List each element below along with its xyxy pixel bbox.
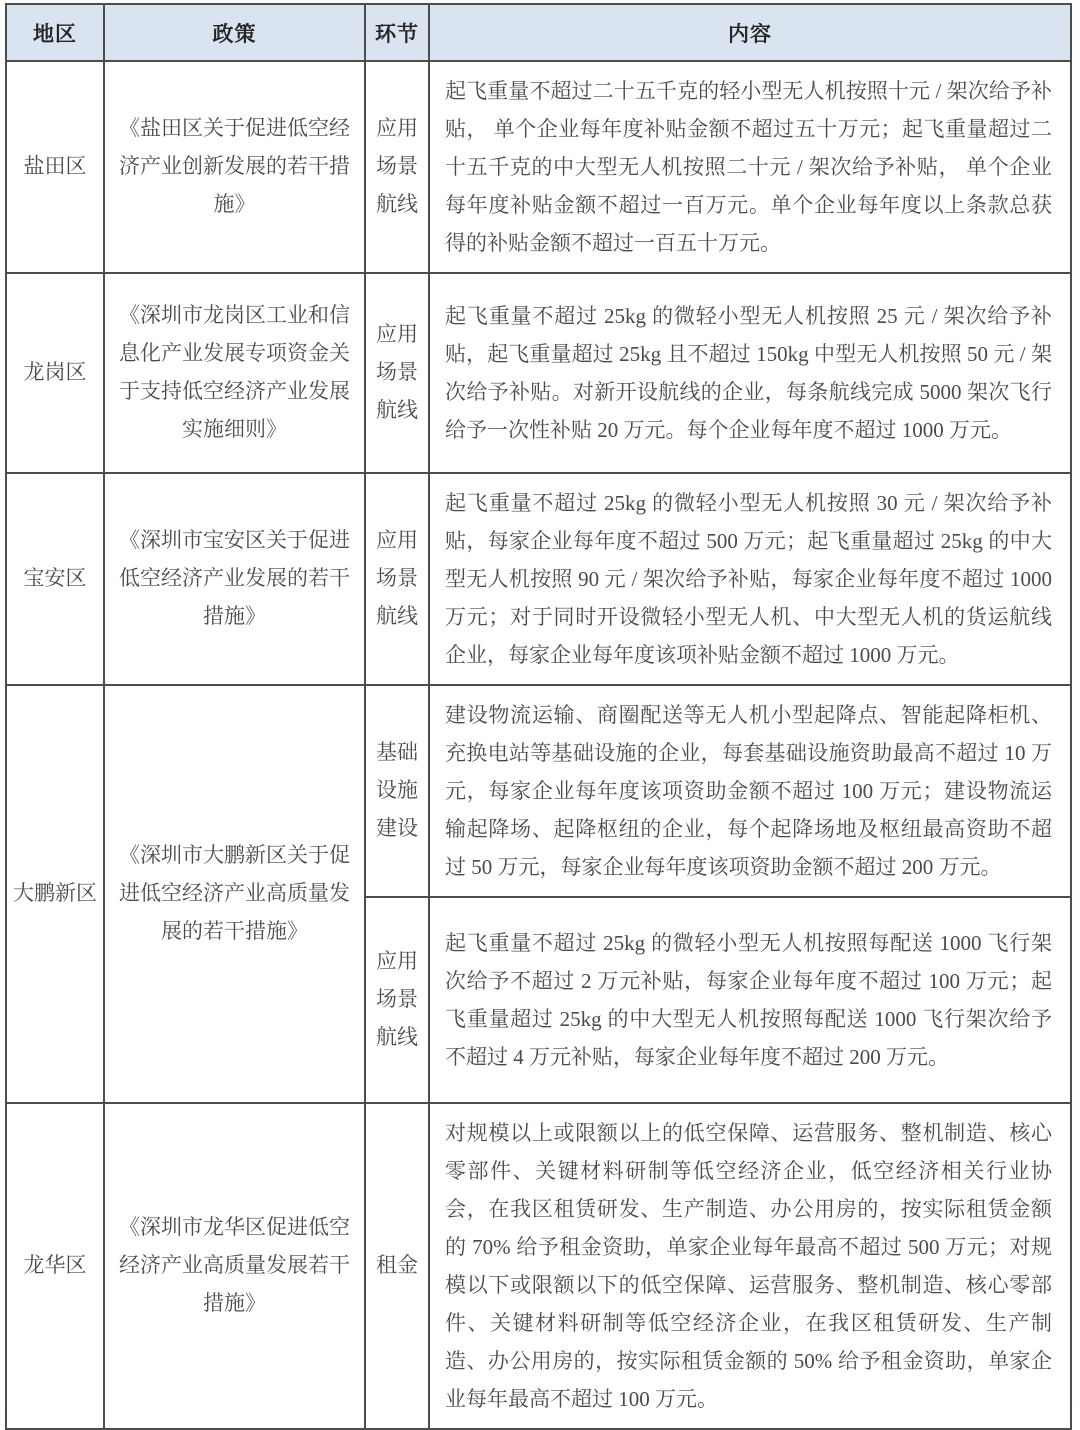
- stage-cell: 应用场景航线: [365, 473, 429, 685]
- header-cell-policy: 政策: [104, 4, 365, 61]
- stage-cell: 基础设施建设: [365, 685, 429, 897]
- stage-cell: 应用场景航线: [365, 61, 429, 273]
- policy-cell: 《盐田区关于促进低空经济产业创新发展的若干措施》: [104, 61, 365, 273]
- policy-table: [5, 3, 1072, 1430]
- content-cell: 起飞重量不超过 25kg 的微轻小型无人机按照 25 元 / 架次给予补贴，起飞重量超过 25kg 且不超过 150kg 中型无人机按照 50 元 / 架次给予补贴。对新开设航线的企业，每条航线完成 5000 架次飞行给予一次性补贴 20 万元。每个企业每年度不超过 1000 万元。: [429, 273, 1071, 473]
- table-row-dapeng-infrastructure: [6, 685, 1071, 897]
- policy-cell: 《深圳市龙华区促进低空经济产业高质量发展若干措施》: [104, 1103, 365, 1429]
- header-cell-region: 地区: [6, 4, 104, 61]
- region-cell: 大鹏新区: [6, 685, 104, 1103]
- stage-cell: 应用场景航线: [365, 897, 429, 1103]
- content-cell: 对规模以上或限额以上的低空保障、运营服务、整机制造、核心零部件、关键材料研制等低空经济企业，低空经济相关行业协会，在我区租赁研发、生产制造、办公用房的，按实际租赁金额的 70% 给予租金资助，单家企业每年最高不超过 500 万元；对规模以下或限额以下的低空保障、运营服务、整机制造、核心零部件、关键材料研制等低空经济企业，在我区租赁研发、生产制造、办公用房的，按实际租赁金额的 50% 给予租金资助，单家企业每年最高不超过 100 万元。: [429, 1103, 1071, 1429]
- content-cell: 起飞重量不超过 25kg 的微轻小型无人机按照 30 元 / 架次给予补贴，每家企业每年度不超过 500 万元；起飞重量超过 25kg 的中大型无人机按照 90 元 / 架次给予补贴，每家企业每年度不超过 1000 万元；对于同时开设微轻小型无人机、中大型无人机的货运航线企业，每家企业每年度该项补贴金额不超过 1000 万元。: [429, 473, 1071, 685]
- table-row-baoan: [6, 473, 1071, 685]
- table-row-yantian: [6, 61, 1071, 273]
- region-cell: 盐田区: [6, 61, 104, 273]
- header-row: [6, 4, 1071, 61]
- content-cell: 建设物流运输、商圈配送等无人机小型起降点、智能起降柜机、充换电站等基础设施的企业，每套基础设施资助最高不超过 10 万元，每家企业每年度该项资助金额不超过 100 万元；建设物流运输起降场、起降枢纽的企业，每个起降场地及枢纽最高资助不超过 50 万元，每家企业每年度该项资助金额不超过 200 万元。: [429, 685, 1071, 897]
- policy-cell: 《深圳市龙岗区工业和信息化产业发展专项资金关于支持低空经济产业发展实施细则》: [104, 273, 365, 473]
- table-row-longgang: [6, 273, 1071, 473]
- region-cell: 龙岗区: [6, 273, 104, 473]
- region-cell: 龙华区: [6, 1103, 104, 1429]
- header-cell-stage: 环节: [365, 4, 429, 61]
- header-cell-content: 内容: [429, 4, 1071, 61]
- content-cell: 起飞重量不超过二十五千克的轻小型无人机按照十元 / 架次给予补贴， 单个企业每年度补贴金额不超过五十万元；起飞重量超过二十五千克的中大型无人机按照二十元 / 架次给予补贴， 单个企业每年度补贴金额不超过一百万元。单个企业每年度以上条款总获得的补贴金额不超过一百五十万元。: [429, 61, 1071, 273]
- stage-cell: 租金: [365, 1103, 429, 1429]
- region-cell: 宝安区: [6, 473, 104, 685]
- table-row-longhua: [6, 1103, 1071, 1429]
- content-cell: 起飞重量不超过 25kg 的微轻小型无人机按照每配送 1000 飞行架次给予不超过 2 万元补贴，每家企业每年度不超过 100 万元；起飞重量超过 25kg 的中大型无人机按照每配送 1000 飞行架次给予不超过 4 万元补贴，每家企业每年度不超过 200 万元。: [429, 897, 1071, 1103]
- policy-cell: 《深圳市宝安区关于促进低空经济产业发展的若干措施》: [104, 473, 365, 685]
- policy-cell: 《深圳市大鹏新区关于促进低空经济产业高质量发展的若干措施》: [104, 685, 365, 1103]
- stage-cell: 应用场景航线: [365, 273, 429, 473]
